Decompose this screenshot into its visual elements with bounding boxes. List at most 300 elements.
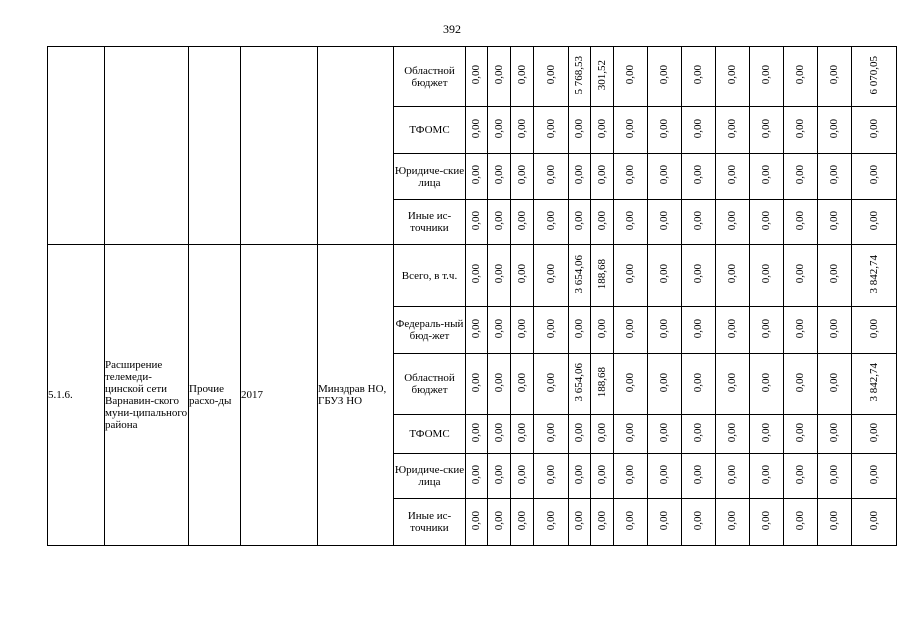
value-cell [591,245,614,307]
value-text: 0,00 [624,165,636,185]
value-text: 0,00 [692,65,704,85]
value-cell [852,154,897,200]
value-cell [511,200,534,245]
value-text: 3 842,74 [867,254,880,294]
value-cell [852,454,897,499]
value-text: 0,00 [470,264,482,284]
value-text: 0,00 [726,372,738,393]
value-cell [750,245,784,307]
value-text: 0,00 [658,65,670,85]
value-cell [591,499,614,546]
value-cell [569,454,591,499]
value-text: 0,00 [624,210,636,231]
value-text: 0,00 [726,165,738,185]
value-text: 0,00 [692,464,704,485]
value-cell [591,415,614,454]
value-cell [511,47,534,107]
value-text: 6 070,05 [867,55,880,95]
value-text: 5 768,53 [573,55,585,95]
value-text: 0,00 [867,422,880,443]
value-cell [614,354,648,415]
value-text: 0,00 [573,318,585,339]
value-text: 0,00 [544,422,557,443]
value-text: 0,00 [573,510,585,531]
value-cell [488,47,511,107]
value-text: 0,00 [470,510,482,531]
value-cell [511,454,534,499]
value-text: 0,00 [726,65,738,85]
value-text: 0,00 [726,264,738,284]
value-text: 0,00 [760,65,772,85]
value-cell [818,245,852,307]
value-cell [784,454,818,499]
value-cell [818,154,852,200]
value-cell [716,107,750,154]
value-text: 0,00 [515,510,528,531]
value-cell [466,47,488,107]
value-text: 0,00 [595,118,608,139]
value-cell [648,499,682,546]
executor-cell: Минздрав НО, ГБУЗ НО [318,245,394,546]
value-text: 0,00 [624,372,636,393]
value-cell [648,47,682,107]
value-cell [852,200,897,245]
value-text: 0,00 [624,118,636,139]
value-cell [466,499,488,546]
expense-type-cell: Прочие расхо-ды [189,245,241,546]
value-text: 0,00 [470,210,482,231]
value-cell [569,200,591,245]
value-text: 0,00 [760,165,772,185]
value-text: 0,00 [794,510,806,531]
value-text: 0,00 [828,264,840,284]
value-cell [569,354,591,415]
value-text: 0,00 [794,65,806,85]
value-text: 0,00 [828,372,840,393]
value-text: 0,00 [544,318,557,339]
value-text: 0,00 [658,422,670,443]
value-cell [784,154,818,200]
value-cell [569,415,591,454]
value-text: 0,00 [595,210,608,231]
value-text: 0,00 [867,118,880,139]
value-text: 0,00 [470,464,482,485]
value-cell [569,107,591,154]
funding-source-cell: ТФОМС [394,415,466,454]
value-cell [488,415,511,454]
code-cell: 5.1.6. [48,245,105,546]
value-cell [591,307,614,354]
value-text: 0,00 [515,165,528,185]
value-cell [614,415,648,454]
value-cell [716,415,750,454]
value-text: 0,00 [692,210,704,231]
value-text: 0,00 [515,118,528,139]
value-text: 0,00 [470,165,482,185]
value-text: 0,00 [573,422,585,443]
value-cell [750,107,784,154]
value-cell [852,415,897,454]
value-text: 0,00 [760,422,772,443]
value-text: 0,00 [492,422,505,443]
value-text: 0,00 [492,318,505,339]
value-text: 0,00 [760,210,772,231]
value-cell [852,107,897,154]
funding-source-cell: Иные ис-точники [394,499,466,546]
value-text: 0,00 [794,264,806,284]
value-text: 0,00 [760,118,772,139]
value-text: 0,00 [828,464,840,485]
value-text: 0,00 [828,510,840,531]
value-cell [682,499,716,546]
value-text: 0,00 [692,165,704,185]
value-text: 0,00 [492,65,505,85]
value-cell [682,307,716,354]
value-text: 0,00 [692,372,704,393]
code-cell [48,47,105,245]
value-cell [614,200,648,245]
value-text: 0,00 [624,422,636,443]
value-cell [534,354,569,415]
value-text: 0,00 [544,65,557,85]
value-cell [488,107,511,154]
value-text: 0,00 [573,165,585,185]
value-text: 3 654,06 [573,363,585,402]
value-cell [591,200,614,245]
funding-source-cell: Юридиче-ские лица [394,154,466,200]
value-cell [648,354,682,415]
value-cell [534,499,569,546]
measure-name-cell [105,47,189,245]
value-text: 0,00 [760,464,772,485]
value-cell [614,307,648,354]
value-text: 0,00 [492,118,505,139]
executor-cell [318,47,394,245]
value-cell [818,354,852,415]
value-text: 0,00 [573,210,585,231]
value-cell [784,47,818,107]
table-row [48,47,897,107]
value-cell [648,200,682,245]
value-text: 3 654,06 [573,254,585,294]
value-text: 0,00 [470,372,482,393]
value-text: 0,00 [760,372,772,393]
value-text: 0,00 [595,422,608,443]
funding-source-cell: Областной бюджет [394,354,466,415]
value-text: 0,00 [726,422,738,443]
value-cell [648,415,682,454]
value-text: 0,00 [515,464,528,485]
value-text: 0,00 [828,422,840,443]
value-cell [784,245,818,307]
value-text: 0,00 [544,264,557,284]
value-cell [784,307,818,354]
value-cell [591,154,614,200]
value-text: 0,00 [828,165,840,185]
value-cell [818,499,852,546]
value-cell [511,499,534,546]
value-cell [488,499,511,546]
value-cell [852,307,897,354]
value-cell [750,499,784,546]
value-text: 0,00 [658,372,670,393]
value-text: 0,00 [726,118,738,139]
value-text: 0,00 [544,372,557,393]
value-text: 0,00 [624,264,636,284]
value-text: 0,00 [658,510,670,531]
value-text: 0,00 [828,318,840,339]
value-cell [818,307,852,354]
value-text: 0,00 [492,372,505,393]
value-text: 0,00 [794,118,806,139]
value-text: 0,00 [867,464,880,485]
value-cell [511,107,534,154]
value-cell [682,245,716,307]
value-text: 0,00 [794,372,806,393]
value-text: 0,00 [867,210,880,231]
value-cell [534,245,569,307]
value-cell [488,307,511,354]
value-cell [591,454,614,499]
value-text: 188,68 [595,367,608,398]
value-cell [466,354,488,415]
value-text: 0,00 [595,165,608,185]
value-cell [569,499,591,546]
value-text: 0,00 [470,318,482,339]
value-text: 0,00 [492,264,505,284]
funding-source-cell: ТФОМС [394,107,466,154]
value-cell [648,307,682,354]
value-cell [534,154,569,200]
value-cell [534,200,569,245]
value-text: 0,00 [515,422,528,443]
year-cell [241,47,318,245]
value-cell [682,415,716,454]
value-text: 0,00 [794,210,806,231]
value-cell [750,200,784,245]
funding-source-cell: Юридиче-ские лица [394,454,466,499]
value-text: 0,00 [595,510,608,531]
value-text: 301,52 [595,59,608,91]
value-text: 0,00 [658,318,670,339]
value-text: 0,00 [658,464,670,485]
value-cell [818,47,852,107]
value-text: 0,00 [867,165,880,185]
value-cell [511,154,534,200]
expense-type-cell [189,47,241,245]
value-text: 0,00 [624,464,636,485]
value-cell [682,454,716,499]
value-cell [682,154,716,200]
value-cell [716,454,750,499]
value-cell [614,47,648,107]
value-cell [488,154,511,200]
value-cell [569,307,591,354]
value-cell [614,499,648,546]
value-text: 0,00 [867,318,880,339]
value-text: 0,00 [624,510,636,531]
value-text: 0,00 [658,165,670,185]
value-cell [750,307,784,354]
value-text: 0,00 [828,210,840,231]
value-text: 0,00 [624,65,636,85]
value-cell [818,415,852,454]
value-text: 0,00 [573,464,585,485]
value-cell [648,154,682,200]
value-cell [591,354,614,415]
value-text: 0,00 [692,318,704,339]
value-text: 0,00 [760,318,772,339]
value-text: 0,00 [595,464,608,485]
value-text: 3 842,74 [867,363,880,402]
value-cell [511,307,534,354]
value-text: 0,00 [544,510,557,531]
value-text: 0,00 [658,118,670,139]
value-cell [852,47,897,107]
value-text: 0,00 [544,118,557,139]
value-cell [716,245,750,307]
value-text: 0,00 [658,210,670,231]
page-number: 392 [443,22,461,36]
value-text: 0,00 [760,264,772,284]
value-cell [511,415,534,454]
value-cell [716,154,750,200]
value-cell [511,354,534,415]
value-text: 0,00 [794,318,806,339]
value-text: 0,00 [470,422,482,443]
value-cell [569,47,591,107]
value-cell [750,415,784,454]
value-text: 0,00 [726,464,738,485]
value-cell [466,307,488,354]
value-cell [569,154,591,200]
value-cell [648,454,682,499]
value-text: 0,00 [544,165,557,185]
funding-source-cell: Областной бюджет [394,47,466,107]
value-cell [614,245,648,307]
value-text: 0,00 [692,264,704,284]
value-cell [488,454,511,499]
value-cell [784,415,818,454]
value-cell [534,454,569,499]
value-text: 0,00 [492,510,505,531]
value-cell [488,354,511,415]
value-cell [511,245,534,307]
value-cell [614,107,648,154]
value-cell [534,307,569,354]
value-text: 0,00 [794,464,806,485]
value-cell [750,454,784,499]
value-cell [716,354,750,415]
value-text: 0,00 [573,118,585,139]
value-text: 0,00 [515,264,528,284]
funding-source-cell: Федераль-ный бюд-жет [394,307,466,354]
value-text: 0,00 [760,510,772,531]
value-text: 0,00 [828,65,840,85]
value-cell [614,454,648,499]
value-text: 0,00 [828,118,840,139]
value-cell [852,245,897,307]
value-text: 0,00 [492,210,505,231]
value-text: 0,00 [515,318,528,339]
value-text: 188,68 [595,258,608,290]
value-text: 0,00 [726,510,738,531]
value-text: 0,00 [794,165,806,185]
value-cell [466,415,488,454]
value-cell [750,354,784,415]
value-cell [818,107,852,154]
value-cell [534,107,569,154]
value-cell [716,47,750,107]
funding-source-cell: Иные ис-точники [394,200,466,245]
value-cell [682,200,716,245]
value-cell [784,107,818,154]
value-text: 0,00 [515,372,528,393]
value-cell [750,154,784,200]
value-cell [852,354,897,415]
value-cell [466,200,488,245]
value-cell [466,107,488,154]
value-text: 0,00 [492,165,505,185]
value-cell [534,415,569,454]
value-cell [716,307,750,354]
value-cell [648,245,682,307]
value-cell [488,245,511,307]
value-cell [466,154,488,200]
value-text: 0,00 [515,210,528,231]
value-cell [716,200,750,245]
value-text: 0,00 [595,318,608,339]
value-text: 0,00 [692,510,704,531]
value-cell [466,454,488,499]
value-text: 0,00 [726,318,738,339]
value-text: 0,00 [867,510,880,531]
value-cell [784,499,818,546]
value-cell [682,107,716,154]
value-text: 0,00 [794,422,806,443]
value-cell [591,47,614,107]
value-text: 0,00 [544,464,557,485]
value-text: 0,00 [515,65,528,85]
value-cell [534,47,569,107]
value-cell [750,47,784,107]
budget-table [47,46,897,546]
value-cell [488,200,511,245]
value-text: 0,00 [692,422,704,443]
value-cell [852,499,897,546]
year-cell: 2017 [241,245,318,546]
value-text: 0,00 [692,118,704,139]
value-cell [716,499,750,546]
value-text: 0,00 [470,118,482,139]
table-row [48,245,897,307]
value-text: 0,00 [492,464,505,485]
value-text: 0,00 [726,210,738,231]
value-cell [784,200,818,245]
value-cell [591,107,614,154]
value-cell [818,454,852,499]
value-cell [466,245,488,307]
value-cell [818,200,852,245]
value-text: 0,00 [624,318,636,339]
measure-name-cell: Расширение телемеди-цинской сети Варнавин-ского муни-ципального района [105,245,189,546]
value-cell [648,107,682,154]
value-text: 0,00 [544,210,557,231]
value-cell [682,47,716,107]
funding-source-cell: Всего, в т.ч. [394,245,466,307]
value-cell [682,354,716,415]
value-cell [569,245,591,307]
